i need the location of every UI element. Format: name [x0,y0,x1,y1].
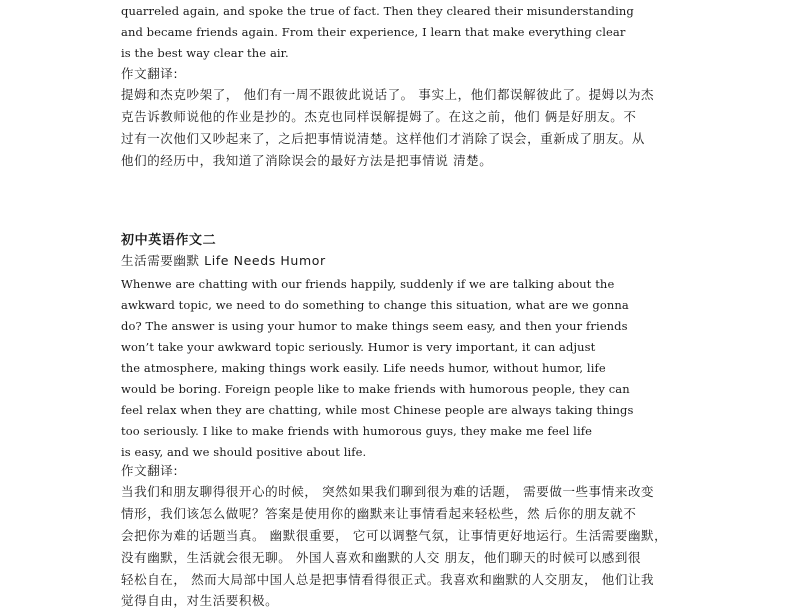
essay1-translation-heading: 作文翻译: [121,66,179,81]
essay1-english-line: is the best way clear the air. [121,46,289,60]
essay2-english-line: do? The answer is using your humor to make things seem easy, and then your friends [121,319,628,333]
essay2-english-line: would be boring. Foreign people like to make friends with humorous people, they can [121,382,630,396]
essay2-translation-line: 会把你为难的话题当真。 幽默很重要， 它可以调整气氛，让事情更好地运行。生活需要幽默， [121,528,668,543]
essay2-english-line: awkward topic, we need to do something to change this situation, what are we gonna [121,298,629,312]
essay1-translation-line: 过有一次他们又吵起来了，之后把事情说清楚。这样他们才消除了误会，重新成了朋友。从 [121,131,646,146]
essay2-translation-line: 轻松自在， 然而大局部中国人总是把事情看得很正式。我喜欢和幽默的人交朋友， 他们让我 [121,572,655,587]
essay2-translation-line: 情形，我们该怎么做呢？答案是使用你的幽默来让事情看起来轻松些，然 后你的朋友就不 [121,506,637,521]
essay1-translation-line: 提姆和杰克吵架了， 他们有一周不跟彼此说话了。 事实上，他们都误解彼此了。提姆以为杰 [121,87,655,102]
essay2-english-line: feel relax when they are chatting, while most Chinese people are always taking things [121,403,634,417]
essay2-english-line: won’t take your awkward topic seriously. Humor is very important, it can adjust [121,340,596,354]
essay2-translation-line: 没有幽默，生活就会很无聊。 外国人喜欢和幽默的人交 朋友，他们聊天的时候可以感到很 [121,550,642,565]
essay2-translation-heading: 作文翻译: [121,463,179,478]
essay2-english-line: the atmosphere, making things work easily. Life needs humor, without humor, life [121,361,606,375]
document-page [121,0,681,608]
essay2-english-line: is easy, and we should positive about life. [121,445,367,459]
essay1-translation-line: 他们的经历中，我知道了消除误会的最好方法是把事情说 清楚。 [121,153,493,168]
section-title: 初中英语作文二 [121,233,217,248]
essay2-translation-line: 觉得自由，对生活要积极。 [121,593,279,608]
essay2-translation-line: 当我们和朋友聊得很开心的时候， 突然如果我们聊到很为难的话题， 需要做一些事情来改变 [121,484,655,499]
essay2-english-line: too seriously. I like to make friends with humorous guys, they make me feel life [121,424,593,438]
essay1-english-line: quarreled again, and spoke the true of fact. Then they cleared their misunderstanding [121,4,634,18]
essay1-english-line: and became friends again. From their experience, I learn that make everything clear [121,25,626,39]
essay1-translation-line: 克告诉教师说他的作业是抄的。杰克也同样误解提姆了。在这之前，他们 俩是好朋友。不 [121,109,637,124]
essay2-english-line: Whenwe are chatting with our friends happily, suddenly if we are talking about the [121,277,615,291]
essay2-subtitle: 生活需要幽默 Life Needs Humor [121,253,326,268]
